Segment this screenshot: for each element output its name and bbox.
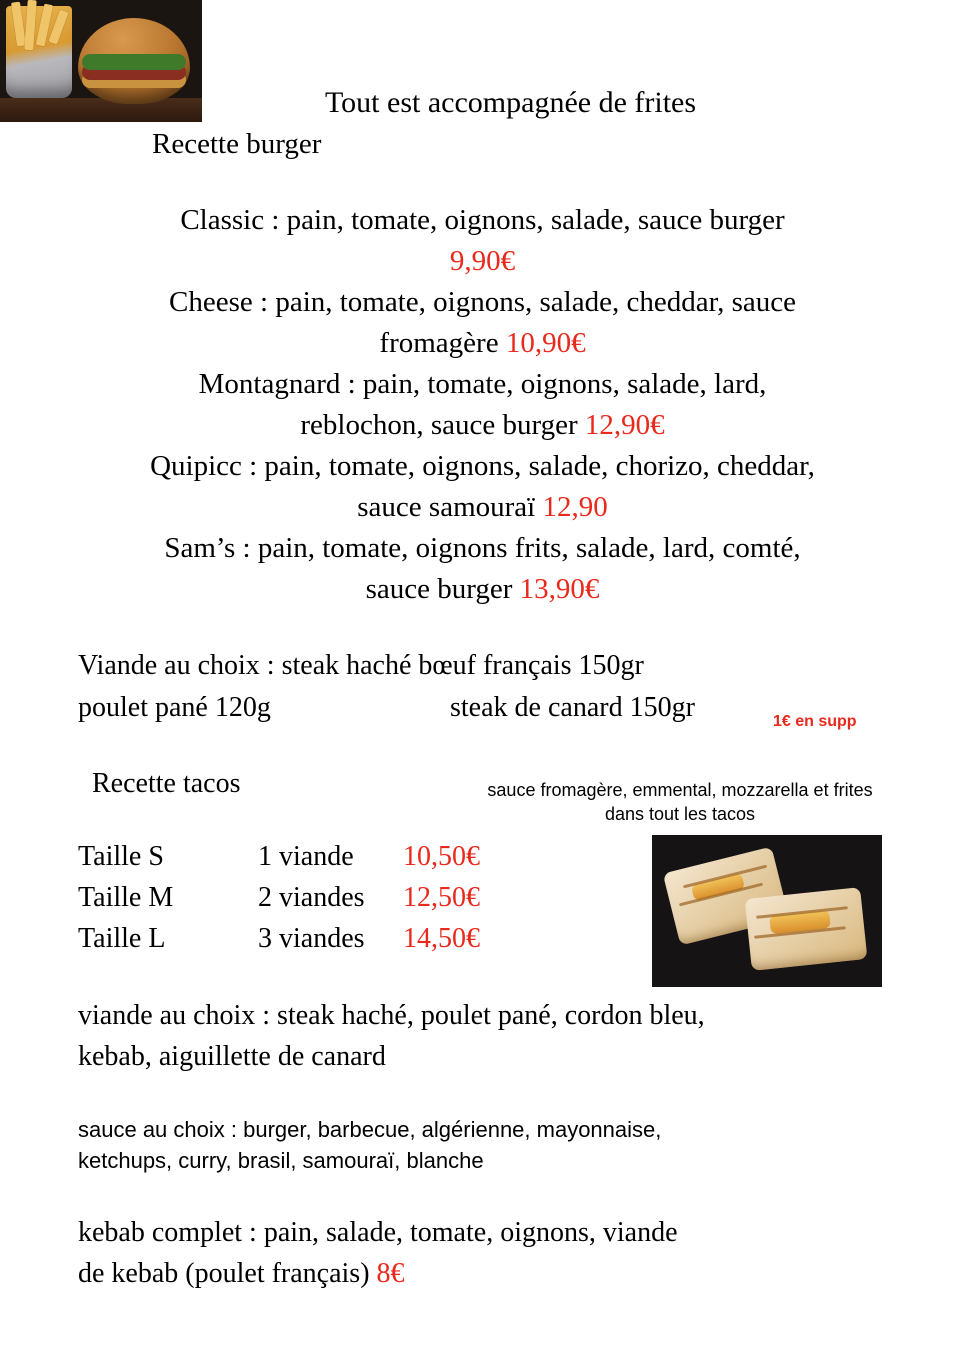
sauce-choice [78,1114,878,1176]
tacos-size-label: Taille M [78,882,174,913]
meat-choice-duck: steak de canard 150gr [450,692,695,723]
tacos-meat-line2: kebab, aiguillette de canard [78,1041,386,1072]
kebab-line2 [78,1253,908,1294]
list-item [60,200,905,282]
burger-description: Sam’s : pain, tomate, oignons frits, salade, lard, comté, [164,532,801,564]
burger-description-cont: reblochon, sauce burger [300,409,585,441]
tacos-size-label: Taille L [78,923,166,954]
table-row [78,836,480,877]
tacos-meat-count: 1 viande [258,841,354,872]
burger-description-cont: sauce samouraï [357,491,543,523]
burger-section-title: Recette burger [152,128,322,160]
burger-price: 12,90 [542,491,608,523]
sauce-line1: sauce au choix : burger, barbecue, algérienne, mayonnaise, [78,1117,662,1142]
tacos-meat-count: 3 viandes [258,923,365,954]
kebab-item [78,1212,908,1294]
kebab-description-cont: de kebab (poulet français) [78,1258,377,1289]
burger-description: Classic : pain, tomate, oignons, salade, sauce burger [180,204,785,236]
list-item [60,528,905,610]
burger-price: 10,90€ [505,327,586,359]
tacos-price: 12,50€ [403,882,480,913]
tacos-meat-count: 2 viandes [258,882,365,913]
tacos-note: sauce fromagère, emmental, mozzarella et frites dans tout les tacos [487,780,873,824]
kebab-price: 8€ [376,1258,405,1289]
burger-price: 9,90€ [449,245,516,277]
tacos-meat-line1: viande au choix : steak haché, poulet pané, cordon bleu, [78,1000,705,1031]
burger-price: 13,90€ [519,573,600,605]
sauce-line2: ketchups, curry, brasil, samouraï, blanche [78,1148,484,1173]
tacos-photo [652,835,882,987]
tacos-size-table [78,836,480,959]
meat-choice-line1: Viande au choix : steak haché bœuf français 150gr [78,650,644,681]
table-row [78,918,480,959]
tacos-section-title: Recette tacos [92,768,241,799]
list-item [60,282,905,364]
table-row [78,877,480,918]
tacos-price: 14,50€ [403,923,480,954]
burger-description-cont: sauce burger [365,573,520,605]
tacos-meat-choice [78,995,898,1077]
list-item [60,364,905,446]
kebab-line1: kebab complet : pain, salade, tomate, oignons, viande [78,1217,678,1248]
tacos-size-label: Taille S [78,841,164,872]
list-item [60,446,905,528]
meat-choice-chicken: poulet pané 120g [78,692,271,723]
burger-meat-choice [78,645,908,729]
burger-description: Montagnard : pain, tomate, oignons, salade, lard, [198,368,767,400]
tacos-price: 10,50€ [403,841,480,872]
header-note: Tout est accompagnée de frites [324,86,697,119]
supplement-note: 1€ en supp [773,713,857,730]
burger-description-cont: fromagère [379,327,506,359]
burger-price: 12,90€ [584,409,665,441]
burger-description: Cheese : pain, tomate, oignons, salade, cheddar, sauce [169,286,796,318]
burger-description: Quipicc : pain, tomate, oignons, salade, chorizo, cheddar, [150,450,815,482]
burger-list [60,200,905,610]
